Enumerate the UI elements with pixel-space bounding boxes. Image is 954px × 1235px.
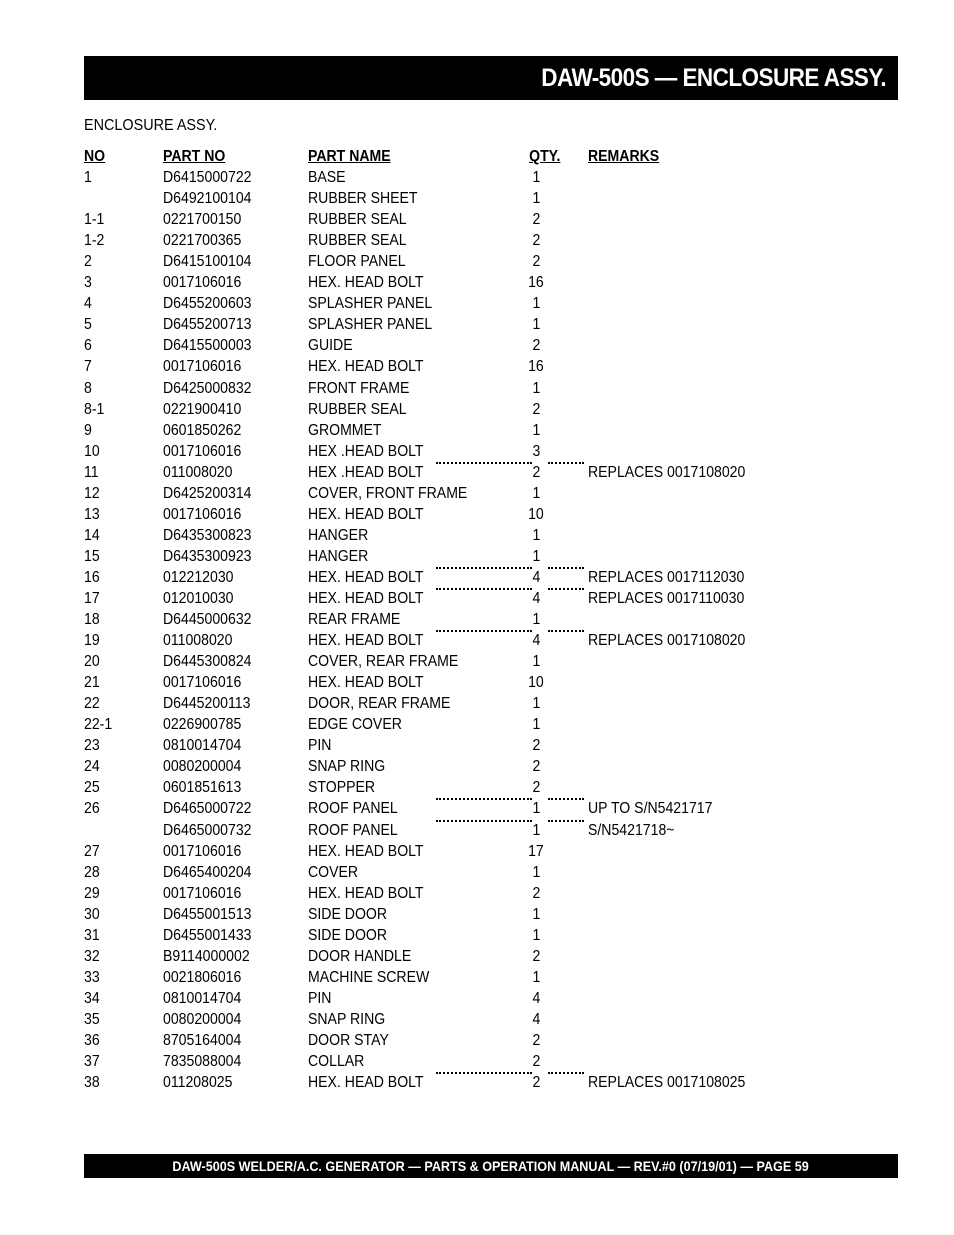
cell-part-no: 0080200004 (163, 1010, 242, 1028)
table-row (84, 862, 824, 883)
cell-part-name: SIDE DOOR (308, 926, 388, 944)
cell-part-no: 0601851613 (163, 779, 242, 797)
cell-part-name: EDGE COVER (308, 716, 402, 734)
cell-qty: 2 (532, 779, 540, 797)
dot-leader (548, 798, 584, 800)
cell-qty: 2 (532, 737, 540, 755)
cell-part-name: RUBBER SHEET (308, 190, 418, 208)
cell-part-no: 012010030 (163, 589, 234, 607)
cell-no: 28 (84, 863, 100, 881)
cell-no: 26 (84, 800, 100, 818)
table-header (84, 146, 824, 167)
cell-qty: 2 (532, 1074, 540, 1092)
cell-part-no: 0226900785 (163, 716, 242, 734)
cell-no: 6 (84, 337, 92, 355)
cell-part-no: D6425200314 (163, 484, 252, 502)
table-row (84, 841, 824, 862)
cell-part-name: COVER, FRONT FRAME (308, 484, 468, 502)
cell-part-name: FLOOR PANEL (308, 253, 406, 271)
cell-part-name: DOOR STAY (308, 1031, 389, 1049)
cell-part-name: SPLASHER PANEL (308, 295, 433, 313)
cell-part-name: ROOF PANEL (308, 800, 398, 818)
cell-no: 20 (84, 653, 100, 671)
cell-part-no: D6465000732 (163, 821, 252, 839)
cell-part-name: COVER (308, 863, 359, 881)
cell-part-name: HEX. HEAD BOLT (308, 1074, 424, 1092)
dot-leader (548, 567, 584, 569)
cell-part-no: B9114000002 (163, 947, 250, 965)
table-row (84, 441, 824, 462)
cell-part-name: MACHINE SCREW (308, 968, 430, 986)
cell-no: 15 (84, 547, 100, 565)
cell-part-name: SIDE DOOR (308, 905, 388, 923)
cell-part-no: 0017106016 (163, 505, 242, 523)
cell-qty: 2 (532, 232, 540, 250)
cell-qty: 1 (532, 190, 540, 208)
cell-part-name: HEX. HEAD BOLT (308, 632, 424, 650)
cell-part-no: 7835088004 (163, 1053, 242, 1071)
dot-leader (436, 462, 532, 464)
cell-part-no: 0810014704 (163, 737, 242, 755)
cell-part-name: HEX. HEAD BOLT (308, 674, 424, 692)
cell-no: 35 (84, 1010, 100, 1028)
cell-qty: 1 (532, 695, 540, 713)
table-row (84, 693, 824, 714)
cell-part-no: D6415100104 (163, 253, 252, 271)
cell-part-no: 011008020 (163, 632, 233, 650)
table-row (84, 883, 824, 904)
cell-qty: 10 (528, 505, 544, 523)
cell-part-name: BASE (308, 169, 346, 187)
col-header-qty: QTY. (529, 148, 561, 165)
cell-part-no: D6445300824 (163, 653, 252, 671)
cell-qty: 3 (532, 442, 540, 460)
cell-part-no: D6445200113 (163, 695, 251, 713)
cell-part-name: ROOF PANEL (308, 821, 398, 839)
table-row (84, 1072, 824, 1093)
cell-qty: 2 (532, 1053, 540, 1071)
cell-part-name: RUBBER SEAL (308, 211, 407, 229)
cell-qty: 1 (532, 526, 540, 544)
table-row (84, 314, 824, 335)
cell-no: 29 (84, 884, 100, 902)
cell-part-no: 0080200004 (163, 758, 242, 776)
cell-part-name: SNAP RING (308, 758, 386, 776)
cell-no: 22 (84, 695, 100, 713)
table-row (84, 1030, 824, 1051)
parts-table (84, 146, 824, 1093)
cell-part-name: COVER, REAR FRAME (308, 653, 459, 671)
dot-leader (436, 798, 532, 800)
cell-part-name: SPLASHER PANEL (308, 316, 433, 334)
dot-leader (436, 567, 532, 569)
table-row (84, 525, 824, 546)
cell-qty: 1 (532, 716, 540, 734)
cell-part-no: 0810014704 (163, 989, 242, 1007)
table-row (84, 504, 824, 525)
col-header-no: NO (84, 148, 106, 165)
dot-leader (548, 630, 584, 632)
cell-part-no: D6425000832 (163, 379, 252, 397)
table-row (84, 651, 824, 672)
dot-leader (436, 820, 532, 822)
cell-part-no: 0017106016 (163, 674, 242, 692)
dot-leader (436, 630, 532, 632)
cell-part-name: HEX. HEAD BOLT (308, 842, 424, 860)
table-row (84, 167, 824, 188)
table-row (84, 293, 824, 314)
table-row (84, 672, 824, 693)
cell-part-name: HEX .HEAD BOLT (308, 463, 424, 481)
cell-part-name: SNAP RING (308, 1010, 386, 1028)
cell-no: 24 (84, 758, 100, 776)
footer-text: DAW-500S WELDER/A.C. GENERATOR — PARTS & OPERATION MANUAL — REV.#0 (07/19/01) — PAGE 59 (172, 1158, 810, 1174)
table-row (84, 735, 824, 756)
cell-no: 33 (84, 968, 100, 986)
cell-no: 19 (84, 632, 100, 650)
cell-part-name: DOOR, REAR FRAME (308, 695, 451, 713)
cell-part-name: DOOR HANDLE (308, 947, 412, 965)
cell-part-no: 0017106016 (163, 842, 242, 860)
cell-no: 38 (84, 1074, 100, 1092)
cell-part-no: D6415500003 (163, 337, 252, 355)
cell-no: 12 (84, 484, 100, 502)
cell-part-no: D6445000632 (163, 611, 252, 629)
cell-no: 4 (84, 295, 92, 313)
cell-qty: 16 (528, 274, 544, 292)
table-row (84, 946, 824, 967)
table-row (84, 378, 824, 399)
cell-no: 16 (84, 568, 100, 586)
cell-qty: 2 (532, 400, 540, 418)
col-header-remarks: REMARKS (588, 148, 660, 165)
cell-part-no: D6465000722 (163, 800, 252, 818)
cell-no: 2 (84, 253, 92, 271)
cell-part-no: D6435300823 (163, 526, 252, 544)
cell-part-name: RUBBER SEAL (308, 400, 407, 418)
cell-part-no: 0017106016 (163, 358, 242, 376)
table-row (84, 483, 824, 504)
cell-remarks: S/N5421718~ (588, 821, 675, 839)
cell-qty: 1 (532, 169, 540, 187)
cell-part-name: FRONT FRAME (308, 379, 410, 397)
cell-no: 3 (84, 274, 92, 292)
cell-no: 9 (84, 421, 92, 439)
dot-leader (436, 588, 532, 590)
cell-no: 27 (84, 842, 100, 860)
dot-leader (548, 1072, 584, 1074)
cell-no: 1 (84, 169, 92, 187)
section-label: ENCLOSURE ASSY. (84, 117, 218, 134)
cell-part-name: HEX. HEAD BOLT (308, 358, 424, 376)
cell-part-no: D6455001513 (163, 905, 252, 923)
cell-part-no: 0017106016 (163, 274, 242, 292)
cell-remarks: REPLACES 0017108025 (588, 1074, 746, 1092)
cell-part-name: PIN (308, 989, 332, 1007)
table-row (84, 904, 824, 925)
table-row (84, 462, 824, 483)
cell-qty: 1 (532, 968, 540, 986)
cell-remarks: REPLACES 0017108020 (588, 632, 746, 650)
dot-leader (548, 588, 584, 590)
cell-no: 32 (84, 947, 100, 965)
cell-qty: 2 (532, 337, 540, 355)
cell-part-name: HEX .HEAD BOLT (308, 442, 424, 460)
table-row (84, 1051, 824, 1072)
cell-qty: 1 (532, 926, 540, 944)
cell-no: 5 (84, 316, 92, 334)
cell-no: 8-1 (84, 400, 105, 418)
cell-no: 22-1 (84, 716, 113, 734)
dot-leader (548, 820, 584, 822)
cell-part-name: HANGER (308, 547, 369, 565)
cell-remarks: REPLACES 0017112030 (588, 568, 745, 586)
cell-part-name: HEX. HEAD BOLT (308, 505, 424, 523)
table-row (84, 335, 824, 356)
cell-qty: 2 (532, 1031, 540, 1049)
cell-qty: 17 (528, 842, 544, 860)
table-row (84, 967, 824, 988)
cell-qty: 1 (532, 316, 540, 334)
cell-part-no: 0017106016 (163, 884, 242, 902)
cell-part-name: HANGER (308, 526, 369, 544)
cell-no: 7 (84, 358, 92, 376)
cell-part-no: D6492100104 (163, 190, 252, 208)
cell-qty: 1 (532, 421, 540, 439)
table-row (84, 820, 824, 841)
cell-no: 25 (84, 779, 100, 797)
table-row (84, 630, 824, 651)
cell-qty: 1 (532, 484, 540, 502)
cell-qty: 1 (532, 863, 540, 881)
cell-remarks: REPLACES 0017110030 (588, 589, 745, 607)
table-row (84, 609, 824, 630)
cell-part-name: HEX. HEAD BOLT (308, 884, 424, 902)
cell-part-no: 0601850262 (163, 421, 242, 439)
cell-qty: 1 (532, 905, 540, 923)
cell-qty: 1 (532, 611, 540, 629)
cell-no: 1-2 (84, 232, 105, 250)
cell-qty: 1 (532, 379, 540, 397)
table-row (84, 209, 824, 230)
table-row (84, 188, 824, 209)
cell-no: 31 (84, 926, 100, 944)
cell-qty: 1 (532, 295, 540, 313)
cell-part-name: HEX. HEAD BOLT (308, 589, 424, 607)
cell-part-no: 011208025 (163, 1074, 233, 1092)
dot-leader (548, 462, 584, 464)
cell-part-no: D6455200603 (163, 295, 252, 313)
cell-part-name: COLLAR (308, 1053, 365, 1071)
cell-part-name: GUIDE (308, 337, 353, 355)
cell-no: 11 (84, 463, 99, 481)
table-row (84, 399, 824, 420)
cell-part-name: GROMMET (308, 421, 382, 439)
cell-qty: 4 (532, 568, 540, 586)
cell-remarks: REPLACES 0017108020 (588, 463, 746, 481)
cell-part-no: 0017106016 (163, 442, 242, 460)
cell-qty: 2 (532, 884, 540, 902)
table-row (84, 988, 824, 1009)
table-row (84, 714, 824, 735)
cell-no: 18 (84, 611, 100, 629)
cell-part-no: D6455001433 (163, 926, 252, 944)
cell-qty: 1 (532, 653, 540, 671)
cell-part-no: D6435300923 (163, 547, 252, 565)
cell-no: 21 (84, 674, 100, 692)
cell-part-name: PIN (308, 737, 332, 755)
table-row (84, 777, 824, 798)
cell-qty: 4 (532, 1010, 540, 1028)
table-row (84, 798, 824, 819)
cell-no: 10 (84, 442, 100, 460)
table-row (84, 420, 824, 441)
table-row (84, 1009, 824, 1030)
cell-qty: 2 (532, 463, 540, 481)
cell-qty: 4 (532, 589, 540, 607)
cell-part-name: HEX. HEAD BOLT (308, 568, 424, 586)
col-header-part-name: PART NAME (308, 148, 391, 165)
table-row (84, 588, 824, 609)
cell-part-no: D6455200713 (163, 316, 252, 334)
page-title-bar (84, 56, 898, 100)
cell-part-name: REAR FRAME (308, 611, 401, 629)
cell-no: 23 (84, 737, 100, 755)
cell-part-no: 011008020 (163, 463, 233, 481)
cell-remarks: UP TO S/N5421717 (588, 800, 713, 818)
col-header-part-no: PART NO (163, 148, 226, 165)
cell-no: 1-1 (84, 211, 105, 229)
table-row (84, 925, 824, 946)
cell-no: 13 (84, 505, 100, 523)
cell-no: 36 (84, 1031, 100, 1049)
cell-part-name: STOPPER (308, 779, 376, 797)
cell-part-no: D6465400204 (163, 863, 252, 881)
cell-qty: 2 (532, 211, 540, 229)
cell-part-no: 0221700150 (163, 211, 242, 229)
table-row (84, 567, 824, 588)
cell-qty: 2 (532, 758, 540, 776)
cell-no: 34 (84, 989, 100, 1007)
cell-qty: 1 (532, 821, 540, 839)
cell-part-no: 0021806016 (163, 968, 242, 986)
cell-part-no: 0221700365 (163, 232, 242, 250)
cell-part-name: RUBBER SEAL (308, 232, 407, 250)
table-row (84, 756, 824, 777)
cell-part-name: HEX. HEAD BOLT (308, 274, 424, 292)
cell-qty: 16 (528, 358, 544, 376)
cell-part-no: 012212030 (163, 568, 234, 586)
footer-bar (84, 1154, 898, 1178)
cell-qty: 1 (532, 547, 540, 565)
dot-leader (436, 1072, 532, 1074)
cell-part-no: D6415000722 (163, 169, 252, 187)
cell-no: 30 (84, 905, 100, 923)
table-body (84, 167, 824, 1093)
table-row (84, 356, 824, 377)
cell-no: 14 (84, 526, 100, 544)
cell-qty: 4 (532, 632, 540, 650)
cell-qty: 2 (532, 253, 540, 271)
page-title: DAW-500S — ENCLOSURE ASSY. (541, 63, 886, 92)
table-row (84, 546, 824, 567)
cell-no: 17 (84, 589, 100, 607)
cell-qty: 4 (532, 989, 540, 1007)
cell-no: 37 (84, 1053, 100, 1071)
table-row (84, 230, 824, 251)
cell-qty: 10 (528, 674, 544, 692)
cell-no: 8 (84, 379, 92, 397)
cell-part-no: 0221900410 (163, 400, 242, 418)
cell-qty: 2 (532, 947, 540, 965)
cell-part-no: 8705164004 (163, 1031, 242, 1049)
cell-qty: 1 (532, 800, 540, 818)
table-row (84, 272, 824, 293)
table-row (84, 251, 824, 272)
